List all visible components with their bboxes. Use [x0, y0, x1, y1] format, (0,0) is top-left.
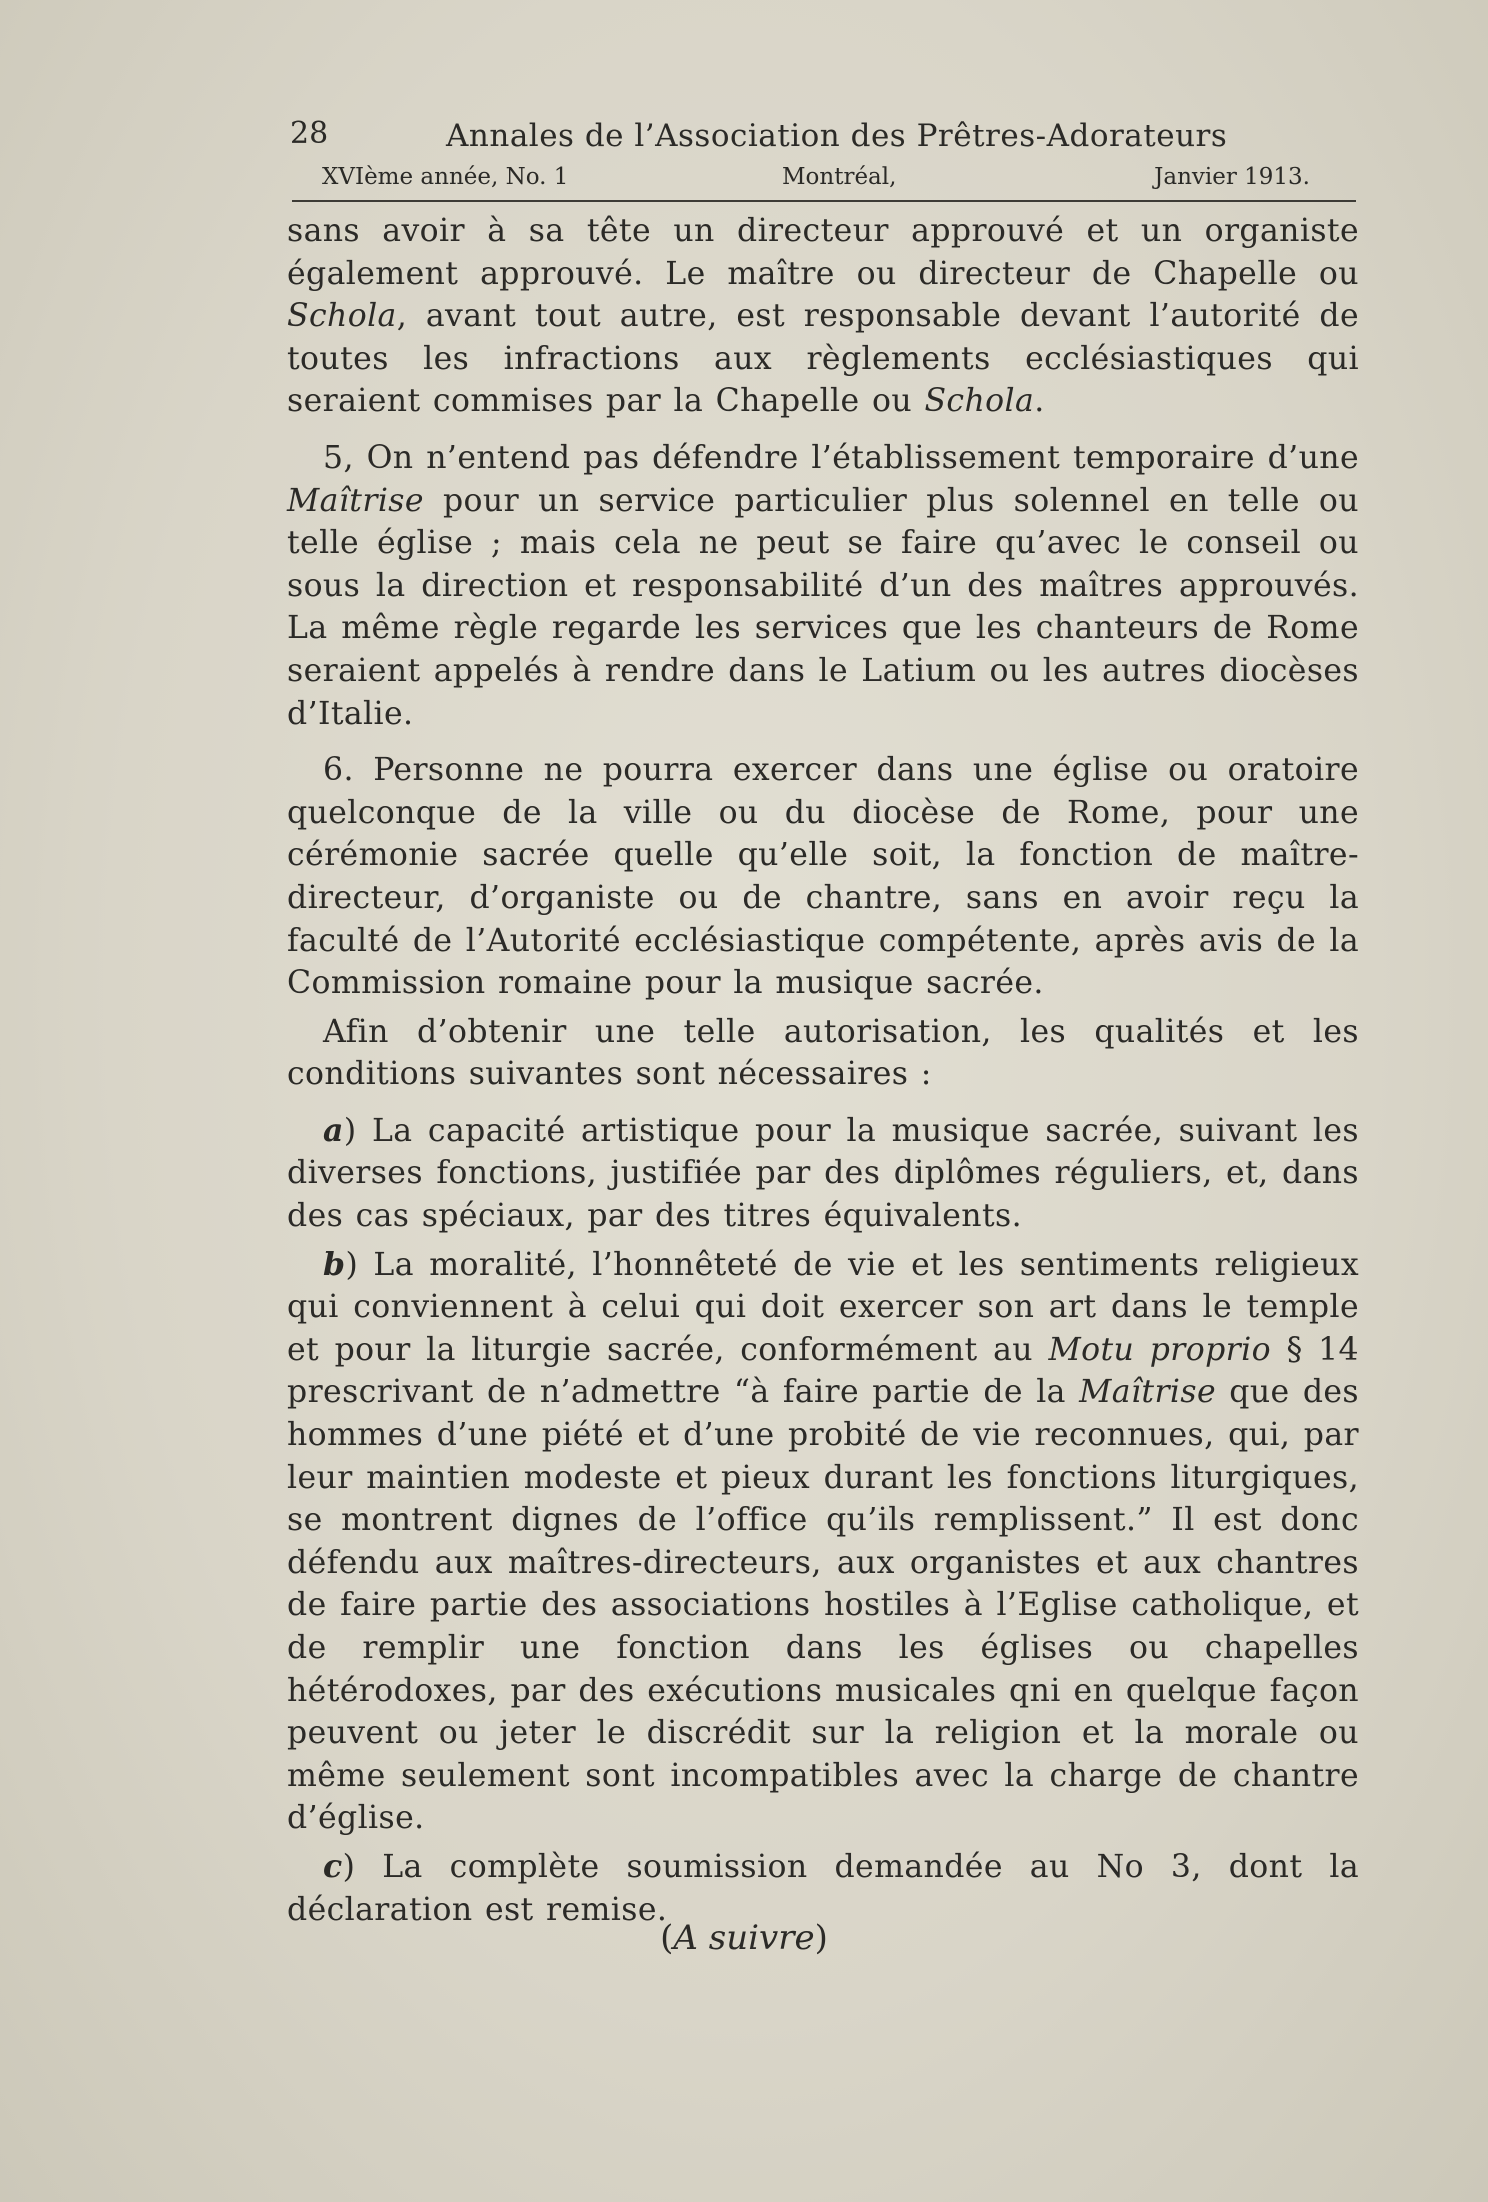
paragraph-conditions-intro: Afin d’obtenir une telle autorisation, les qualités et les conditions suivantes sont nécessaires :: [287, 1013, 1359, 1093]
body-text: [287, 210, 1359, 1931]
running-header: [288, 112, 1338, 196]
place-info: Montréal,: [782, 164, 897, 190]
paragraph-5: 5, On n’entend pas défendre l’établissement temporaire d’une Maîtrise pour un service particulier plus solennel en telle ou telle église ; mais cela ne peut se faire qu’avec le conseil ou sous la direction et responsabilité d’un des maîtres approuvés. La même règle regarde les services que les chanteurs de Rome seraient appelés à rendre dans le Latium ou les autres diocèses d’Italie.: [287, 439, 1359, 732]
paragraph-c: c) La complète soumission demandée au No 3, dont la déclaration est remise.: [287, 1847, 1359, 1928]
paragraph-b: b) La moralité, l’honnêteté de vie et les sentiments religieux qui conviennent à celui qui doit exercer son art dans le temple et pour la liturgie sacrée, conformément au Motu proprio § 14 prescrivant de n’admettre “à faire partie de la Maîtrise que des hommes d’une piété et d’une probité de vie reconnues, qui, par leur maintien modeste et pieux durant les fonctions liturgiques, se montrent dignes de l’office qu’ils remplissent.” Il est donc défendu aux maîtres-directeurs, aux organistes et aux chantres de faire partie des associations hostiles à l’Eglise catholique, et de remplir une fonction dans les églises ou chapelles hétérodoxes, par des exécutions musicales qni en quelque façon peuvent ou jeter le discrédit sur la religion et la morale ou même seulement sont incompatibles avec la charge de chantre d’église.: [287, 1245, 1360, 1837]
paragraph-a: a) La capacité artistique pour la musique sacrée, suivant les diverses fonctions, justifiée par des diplômes réguliers, et, dans des cas spéciaux, par des titres équivalents.: [287, 1111, 1359, 1235]
to-be-continued: (A suivre): [660, 1918, 828, 1958]
paragraph-6: 6. Personne ne pourra exercer dans une église ou oratoire quelconque de la ville ou du diocèse de Rome, pour une cérémonie sacrée quelle qu’elle soit, la fonction de maître-directeur, d’organiste ou de chantre, sans en avoir reçu la faculté de l’Autorité ecclésiastique compétente, après avis de la Commission romaine pour la musique sacrée.: [287, 752, 1359, 1002]
page-number: 28: [290, 116, 329, 151]
journal-title: Annales de l’Association des Prêtres-Adorateurs: [446, 118, 1228, 154]
date-info: Janvier 1913.: [1154, 164, 1310, 190]
paragraph-continuation: sans avoir à sa tête un directeur approuvé et un organiste également approuvé. Le maître ou directeur de Chapelle ou Schola, avant tout autre, est responsable devant l’autorité de toutes les infractions aux règlements ecclésiastiques qui seraient commises par la Chapelle ou Schola.: [287, 213, 1359, 420]
volume-info: XVIème année, No. 1: [322, 164, 569, 190]
header-rule: [292, 200, 1356, 202]
